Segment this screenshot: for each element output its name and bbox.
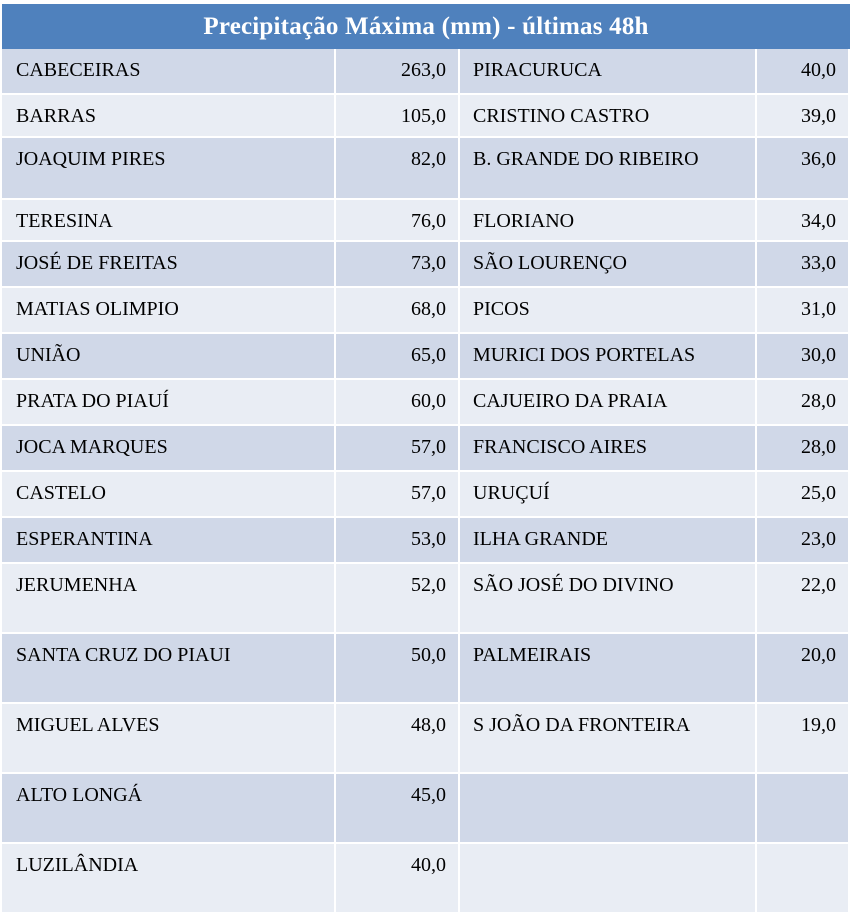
left-city-cell: JERUMENHA	[2, 564, 336, 634]
left-city-cell: ALTO LONGÁ	[2, 774, 336, 844]
right-city-cell: CAJUEIRO DA PRAIA	[460, 380, 757, 426]
right-city-cell: MURICI DOS PORTELAS	[460, 334, 757, 380]
right-city-cell: ILHA GRANDE	[460, 518, 757, 564]
table-row	[2, 564, 850, 634]
table-row	[2, 774, 850, 844]
left-city-cell: JOCA MARQUES	[2, 426, 336, 472]
right-city-cell	[460, 844, 757, 914]
right-value-cell: 33,0	[757, 242, 850, 288]
right-city-cell: B. GRANDE DO RIBEIRO	[460, 138, 757, 200]
left-city-cell: BARRAS	[2, 95, 336, 138]
left-value-cell: 105,0	[336, 95, 460, 138]
left-value-cell: 45,0	[336, 774, 460, 844]
right-city-cell: PIRACURUCA	[460, 49, 757, 95]
left-city-cell: CASTELO	[2, 472, 336, 518]
right-value-cell: 28,0	[757, 380, 850, 426]
table-title: Precipitação Máxima (mm) - últimas 48h	[2, 4, 850, 49]
table-row	[2, 242, 850, 288]
right-value-cell: 39,0	[757, 95, 850, 138]
table-row	[2, 200, 850, 242]
table-row	[2, 138, 850, 200]
left-city-cell: ESPERANTINA	[2, 518, 336, 564]
right-value-cell: 34,0	[757, 200, 850, 242]
left-value-cell: 57,0	[336, 426, 460, 472]
right-value-cell: 19,0	[757, 704, 850, 774]
left-value-cell: 263,0	[336, 49, 460, 95]
right-city-cell: SÃO LOURENÇO	[460, 242, 757, 288]
table-row	[2, 95, 850, 138]
right-value-cell: 40,0	[757, 49, 850, 95]
table-row	[2, 704, 850, 774]
left-city-cell: TERESINA	[2, 200, 336, 242]
left-value-cell: 60,0	[336, 380, 460, 426]
left-city-cell: MATIAS OLIMPIO	[2, 288, 336, 334]
table-row	[2, 634, 850, 704]
left-city-cell: PRATA DO PIAUÍ	[2, 380, 336, 426]
table-row	[2, 518, 850, 564]
right-value-cell: 20,0	[757, 634, 850, 704]
left-value-cell: 50,0	[336, 634, 460, 704]
left-value-cell: 48,0	[336, 704, 460, 774]
table-row	[2, 380, 850, 426]
right-city-cell: SÃO JOSÉ DO DIVINO	[460, 564, 757, 634]
right-value-cell	[757, 844, 850, 914]
right-value-cell: 23,0	[757, 518, 850, 564]
right-value-cell: 22,0	[757, 564, 850, 634]
right-value-cell	[757, 774, 850, 844]
left-city-cell: JOSÉ DE FREITAS	[2, 242, 336, 288]
right-city-cell: FRANCISCO AIRES	[460, 426, 757, 472]
left-value-cell: 53,0	[336, 518, 460, 564]
table-row	[2, 844, 850, 914]
right-value-cell: 25,0	[757, 472, 850, 518]
right-value-cell: 36,0	[757, 138, 850, 200]
right-city-cell: S JOÃO DA FRONTEIRA	[460, 704, 757, 774]
table-row	[2, 334, 850, 380]
left-city-cell: SANTA CRUZ DO PIAUI	[2, 634, 336, 704]
left-value-cell: 73,0	[336, 242, 460, 288]
left-city-cell: UNIÃO	[2, 334, 336, 380]
table-row	[2, 288, 850, 334]
left-value-cell: 76,0	[336, 200, 460, 242]
right-value-cell: 30,0	[757, 334, 850, 380]
table-body	[2, 49, 850, 914]
left-value-cell: 40,0	[336, 844, 460, 914]
right-city-cell	[460, 774, 757, 844]
table-row	[2, 426, 850, 472]
precipitation-table	[2, 49, 850, 914]
left-value-cell: 82,0	[336, 138, 460, 200]
table-row	[2, 49, 850, 95]
left-city-cell: JOAQUIM PIRES	[2, 138, 336, 200]
left-value-cell: 68,0	[336, 288, 460, 334]
right-city-cell: PICOS	[460, 288, 757, 334]
left-city-cell: CABECEIRAS	[2, 49, 336, 95]
right-city-cell: CRISTINO CASTRO	[460, 95, 757, 138]
right-city-cell: FLORIANO	[460, 200, 757, 242]
right-value-cell: 31,0	[757, 288, 850, 334]
left-value-cell: 57,0	[336, 472, 460, 518]
right-city-cell: URUÇUÍ	[460, 472, 757, 518]
right-city-cell: PALMEIRAIS	[460, 634, 757, 704]
right-value-cell: 28,0	[757, 426, 850, 472]
left-value-cell: 52,0	[336, 564, 460, 634]
left-city-cell: MIGUEL ALVES	[2, 704, 336, 774]
table-row	[2, 472, 850, 518]
left-value-cell: 65,0	[336, 334, 460, 380]
left-city-cell: LUZILÂNDIA	[2, 844, 336, 914]
